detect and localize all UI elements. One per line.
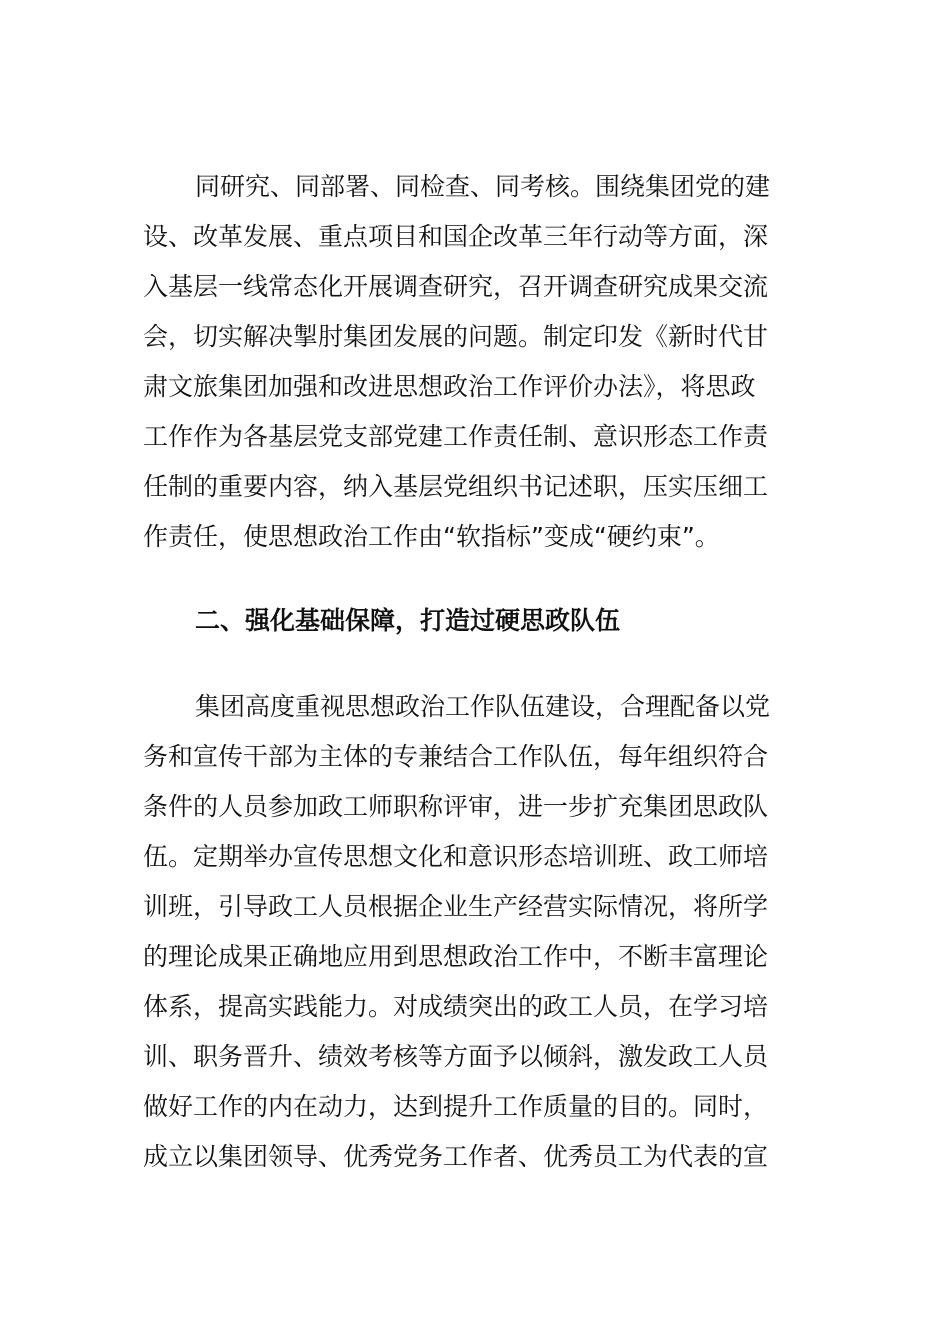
paragraph-line — [0, 312, 950, 362]
paragraph-line — [0, 882, 950, 932]
paragraph-line-text: 的理论成果正确地应用到思想政治工作中，不断丰富理论 — [143, 942, 769, 971]
paragraph-line-text: 任制的重要内容，纳入基层党组织书记述职，压实压细工 — [143, 472, 769, 501]
paragraph-line — [0, 1082, 950, 1132]
paragraph-line — [0, 262, 950, 312]
paragraph-line-text: 工作作为各基层党支部党建工作责任制、意识形态工作责 — [143, 422, 769, 451]
paragraph-line-text: 务和宣传干部为主体的专兼结合工作队伍，每年组织符合 — [143, 742, 769, 771]
paragraph-line-text: 同研究、同部署、同检查、同考核。围绕集团党的建 — [195, 172, 771, 201]
paragraph-line-text: 作责任，使思想政治工作由“软指标”变成“硬约束”。 — [143, 522, 720, 551]
paragraph-line — [0, 782, 950, 832]
paragraph-line-text: 会，切实解决掣肘集团发展的问题。制定印发《新时代甘 — [143, 322, 769, 351]
paragraph-line-text: 肃文旅集团加强和改进思想政治工作评价办法》，将思政 — [143, 372, 756, 401]
paragraph-line — [0, 832, 950, 882]
paragraph-line — [0, 1032, 950, 1082]
paragraph-line — [0, 982, 950, 1032]
paragraph-line — [0, 162, 950, 212]
paragraph-line — [0, 732, 950, 782]
paragraph-line — [0, 462, 950, 512]
paragraph-line-text: 集团高度重视思想政治工作队伍建设，合理配备以党 — [195, 692, 771, 721]
paragraph-line-text: 伍。定期举办宣传思想文化和意识形态培训班、政工师培 — [143, 842, 769, 871]
paragraph-line-text: 训、职务晋升、绩效考核等方面予以倾斜，激发政工人员 — [143, 1042, 769, 1071]
paragraph-line-text: 体系，提高实践能力。对成绩突出的政工人员，在学习培 — [143, 992, 769, 1021]
paragraph-line-text: 训班，引导政工人员根据企业生产经营实际情况，将所学 — [143, 892, 769, 921]
paragraph-line-text: 条件的人员参加政工师职称评审，进一步扩充集团思政队 — [143, 792, 769, 821]
paragraph-line — [0, 212, 950, 262]
section-heading: 二、强化基础保障，打造过硬思政队伍 — [195, 606, 621, 635]
paragraph-line-text: 成立以集团领导、优秀党务工作者、优秀员工为代表的宣 — [143, 1142, 769, 1171]
paragraph-line — [0, 512, 950, 562]
paragraph-line-text: 入基层一线常态化开展调查研究，召开调查研究成果交流 — [143, 272, 769, 301]
paragraph-line — [0, 412, 950, 462]
paragraph-line — [0, 1132, 950, 1182]
paragraph-line-text: 做好工作的内在动力，达到提升工作质量的目的。同时， — [143, 1092, 769, 1121]
paragraph-line — [0, 682, 950, 732]
paragraph-line-text: 设、改革发展、重点项目和国企改革三年行动等方面，深 — [143, 222, 769, 251]
paragraph-line — [0, 362, 950, 412]
paragraph-line — [0, 932, 950, 982]
